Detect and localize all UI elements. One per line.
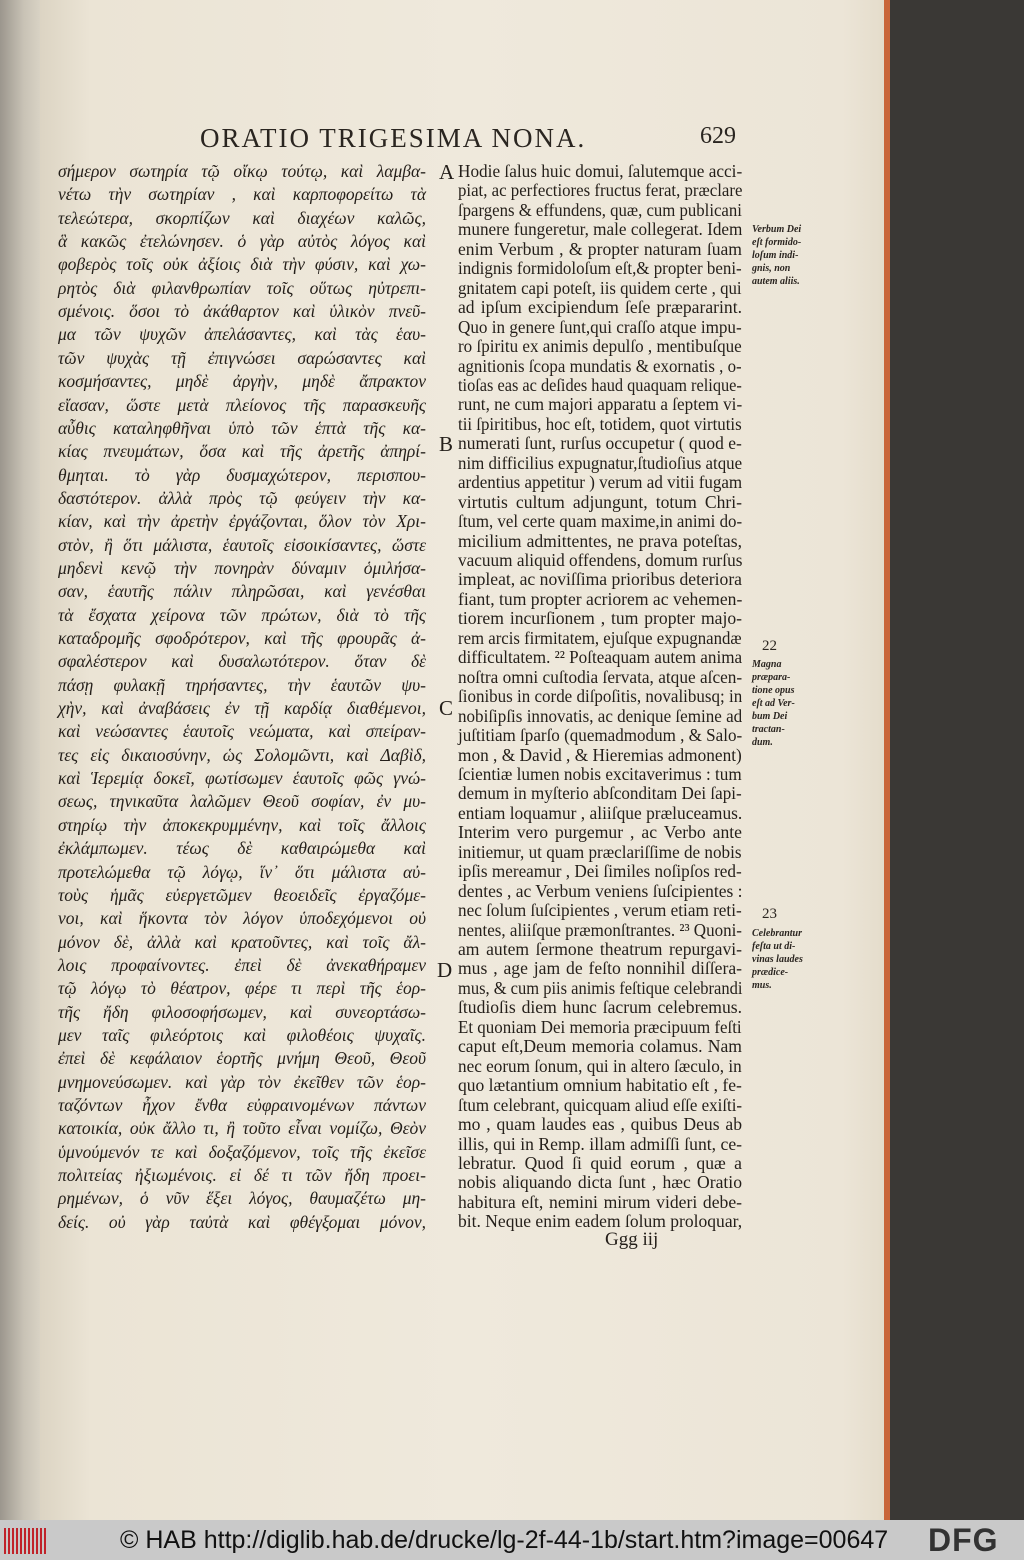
greek-text-line: πάσῃ φυλακῇ τηρήσαντες, τὴν ἑαυτῶν ψυ- [58,674,426,695]
latin-text-line: runt, ne cum majori apparatu a ſeptem vi- [458,394,743,415]
greek-text-line: στηρίῳ τὴν ἀποκεκρυμμένην, καὶ τοῖς ἄλλοις [58,814,426,835]
latin-text-line: Quo in genere ſunt,qui craſſo atque impu- [458,316,742,337]
page-edge-color-strip [884,0,890,1520]
previous-page-edge [0,0,40,1520]
greek-text-line: σήμερον σωτηρία τῷ οἴκῳ τούτῳ, καὶ λαμβα- [58,161,426,181]
running-head: ORATIO TRIGESIMA NONA. [200,123,587,153]
latin-text-line: ad ipſum excipiendum ſeſe præpararint. [458,297,742,318]
latin-text-line: agnitionis ſcopa mundatis & exornatis , o- [458,355,742,376]
greek-text-line: χὴν, καὶ ἀναβάσεις ἐν τῇ καρδίᾳ διαθέμενοι, [58,698,426,719]
latin-text-line: quo lætantium omnium habitatio eſt , fe- [458,1075,742,1096]
margin-note-2: Magna præpara- tione opus eſt ad Ver- bum Dei tractan- dum. [752,659,795,748]
latin-text-line: nec eorum ſonum, qui in altero ſæculo, in [458,1055,742,1076]
latin-text-line: difficultatem. ²² Poſteaquam autem anima [458,647,743,668]
greek-text-line: τελεώτερα, σκορπίζων καὶ διαχέων καλῶς, [58,207,426,228]
greek-text-line: τῆς ἤδη φιλοσοφήσωμεν, καὶ συνεορτάσω- [58,1001,426,1022]
latin-text-line: lebratur. Quod ſi quid eorum , quæ a [458,1152,742,1173]
greek-text-line: φοβερὸς τοῖς οὐκ ἀξίοις διὰ τὴν φύσιν, καὶ χω- [58,254,426,275]
latin-text-line: gnitatem capi poteſt, iis quidem certe , qui [458,277,742,298]
greek-text-line: ρητὸς διὰ φιλανθρωπίαν τοῖς οὕτως ηὐτρεπι- [58,277,426,298]
greek-text-line: νοι, καὶ ἥκοντα τὸν λόγον ὑποδεχόμενοι οὐ [58,908,426,929]
latin-text-line: ſtum celebrant, quicquam aliud eſſe exiſti- [458,1094,743,1115]
greek-text-line: νέτω τὴν σωτηρίαν , καὶ καρποφορείτω τὰ [58,184,426,205]
latin-text-line: nobis aliquando dicta ſunt , hæc Oratio [458,1172,742,1193]
greek-text-line: κίαν, καὶ τὴν ἀρετὴν ἐργάζονται, ὅλον τὸν Χρι- [58,511,426,532]
latin-text-line: noſtra omni cuſtodia ſervata, atque aſcen- [458,666,743,687]
greek-text-line: στὸν, ἢ ὅτι μάλιστα, ἑαυτοῖς εἰσοικίσαντες, ὥστε [58,534,426,555]
greek-text-line: τὰ ἔσχατα χείρονα τῶν πρώτων, διὰ τὸ τῆς [58,604,426,625]
greek-text-line: μόνον δὲ, ἀλλὰ καὶ κρατοῦντες, καὶ τοῖς ἄλ- [58,931,426,952]
greek-text-line: εἴασαν, ὥστε μετὰ πλείονος τῆς παρασκευῆς [58,394,426,415]
latin-text-line: habitura eſt, nemini mirum videri debe- [458,1191,742,1212]
latin-text-line: ſpargens & effundens, quæ, cum publicani [458,199,742,220]
latin-text-line: bit. Neque enim eadem ſolum proloquar, [458,1211,743,1232]
latin-text-line: piat, ac perfectiores fructus ferat, præclare [458,180,743,201]
latin-text-line: munere fungeretur, male collegerat. Idem [458,219,743,240]
greek-text-line: σφαλέστερον καὶ δυσαλωτότερον. ὅταν δὲ [58,651,426,672]
greek-text-line: δαστότερον. ἀλλὰ πρὸς τῷ φεύγειν τὴν κα- [58,487,426,508]
latin-text-line: dentes , ac Verbum veniens ſuſcipientes : [458,880,743,901]
latin-text-line: initiemur, ut quam præclariſſime de nobis [458,841,742,862]
section-mark-b: B [439,432,454,456]
latin-text-line: tioſas eas ac deſides haud quaquam relique- [458,374,742,395]
latin-text-line: tii ſpiritibus, hoc eſt, totidem, quot virtutis [458,413,742,434]
footer-bar [0,1520,1024,1560]
greek-text-line: καὶ Ἱερεμίᾳ δοκεῖ, φωτίσωμεν ἑαυτοῖς φῶς γνώ- [58,768,426,789]
greek-text-line: σμένοις. ὅσοι τὸ ἀκάθαρτον καὶ ὑλικὸν πνεῦ- [58,301,426,322]
margin-note-1: Verbum Dei eſt formido- loſum indi- gnis, non autem aliis. [752,224,802,287]
greek-text-line: δείς. οὐ γὰρ ταὐτὰ καὶ φθέγξομαι μόνον, [58,1211,426,1232]
latin-text-line: virtutis cultum adjungunt, totum Chri- [458,491,742,512]
latin-text-line: nobiſipſis innovatis, ac denique ſemine ad [458,705,743,726]
hab-logo-icon [4,1528,46,1554]
latin-text-line: mus , age jam de feſto nonnihil diſſera- [458,958,742,979]
margin-number-23: 23 [762,906,777,922]
latin-text-line: nentes, aliiſque præmonſtrantes. ²³ Quoni- [458,919,742,940]
latin-text-line: mus, & cum piis animis feſtique celebrandi [458,977,743,998]
latin-text-line: Et quoniam Dei memoria præcipuum feſti [458,1016,742,1037]
greek-text-line: κίας πνευμάτων, ὅσα καὶ τῆς ἀρετῆς ἀπηρί- [58,441,426,462]
latin-text-line: Interim vero purgemur , ac Verbo ante [458,822,742,843]
latin-text-line: caput eſt,Deum memoria colamus. Nam [458,1036,742,1057]
latin-text-line: juſtitiam ſparſo (quemadmodum , & Salo- [458,725,743,746]
latin-text-line: nec ſolum ſuſcipientes , verum etiam reti- [458,900,742,921]
latin-text-line: Hodie ſalus huic domui, ſalutemque acci- [458,161,743,181]
latin-text-line: ſionibus in corde diſpoſitis, novalibusq; in [458,686,743,707]
latin-text-line: vacuum aliquid offendens, domum rurſus [458,550,743,570]
latin-text-line: illis, qui in Remp. illam admiſſi ſunt, ce- [458,1133,742,1154]
latin-text-line: enim Verbum , & propter naturam ſuam [458,238,742,259]
greek-text-line: προτελώμεθα τῷ λόγῳ, ἵν᾽ ὅτι μάλιστα αὐ- [58,861,426,882]
latin-text-line: indignis formidoloſum eſt,& propter beni- [458,258,742,279]
latin-text-line: ſtum, vel certe quam maxime,in animi do- [458,511,743,532]
latin-text-line: mon , & David , & Hieremias admonent) [458,744,742,765]
latin-text-line: fiant, tum propter acriorem ac vehemen- [458,588,743,609]
latin-text-line: nim difficilius expugnatur,ſtudioſius atque [458,452,743,473]
greek-text-line: σεως, τηνικαῦτα λαλῶμεν Θεοῦ σοφίαν, ἐν μυ- [58,791,426,812]
greek-text-line: τες εἰς δικαιοσύνην, ὡς Σολομῶντι, καὶ Δαβὶδ, [58,744,426,765]
greek-text-line: ὑμνούμενόν τε καὶ δοξαζόμενον, τοῖς τῆς ἐκεῖσε [58,1141,426,1162]
greek-text-line: κατοικία, οὐκ ἄλλο τι, ἢ τοῦτο εἶναι νομίζω, Θεὸν [58,1118,426,1139]
margin-note-3: Celebrantur feſta ut di- vinas laudes prædice- mus. [752,928,803,991]
greek-text-line: καὶ νεώσαντες ἑαυτοῖς νεώματα, καὶ σπείραν- [58,721,426,742]
section-mark-d: D [437,958,453,982]
section-mark-a: A [439,160,455,184]
greek-text-line: λοις προφαίνοντες. ἐπεὶ δὲ ἀνεκαθήραμεν [58,954,426,975]
greek-text-line: ρημένων, ὁ νῦν ἕξει λόγος, θαυμαζέτω μη- [58,1188,426,1209]
greek-text-line: ἐκλάμπωμεν. τέως δὲ καθαιρώμεθα καὶ [58,838,426,859]
copyright-url[interactable]: © HAB http://diglib.hab.de/drucke/lg-2f-44-1b/start.htm?image=00647 [120,1526,889,1554]
greek-text-line: ταζόντων ἦχον ἔνθα εὐφραινομένων πάντων [58,1095,426,1115]
section-mark-c: C [439,696,454,720]
dfg-logo: DFG [928,1522,999,1558]
latin-text-line: entiam loquamur , aliiſque præluceamus. [458,802,743,823]
greek-text-line: ἐπεὶ δὲ κεφάλαιον ἑορτῆς μνήμη Θεοῦ, Θεοῦ [58,1048,426,1069]
greek-text-line: σαν, ἑαυτῆς πάλιν πληρῶσαι, καὶ γενέσθαι [58,581,426,602]
greek-text-line: αὖθις καταληφθῆναι ὑπὸ τῶν ἑπτὰ τῆς κα- [58,417,426,438]
latin-text-line: impleat, ac noviſſima prioribus deteriora [458,569,742,590]
greek-text-line: μνημονεύσωμεν. καὶ γὰρ τὸν ἐκεῖθεν τῶν ἑορ- [58,1071,426,1092]
greek-text-line: μεν ταῖς φιλεόρτοις καὶ φιλοθέοις ψυχαῖς. [58,1024,426,1045]
latin-text-line: ipſis mereamur , Dei ſimiles noſipſos red- [458,861,742,882]
greek-text-line: μα τῶν ψυχῶν ἀπελάσαντες, καὶ τὰς ἑαυ- [58,324,426,345]
greek-text-line: τῶν ψυχὰς τῇ ἐπιγνώσει σαρώσαντες καὶ [58,347,426,368]
greek-text-line: τοὺς ἡμᾶς εὐεργετῶμεν θεοειδεῖς ἐργαζόμε- [58,884,426,905]
greek-text-line: θμηται. τὸ γὰρ δυσμαχώτερον, περισπου- [58,464,426,485]
greek-text-line: ἃ κακῶς ἐτελώνησεν. ὁ γὰρ αὐτὸς λόγος καὶ [58,231,426,252]
latin-text-line: mo , quam laudes eas , quibus Deus ab [458,1114,742,1135]
latin-text-line: ſtudioſis diem hunc ſacrum celebremus. [458,997,742,1018]
greek-text-line: κοσμήσαντες, μηδὲ ἀργὴν, μηδὲ ἄπρακτον [58,371,426,392]
latin-text-line: ro ſpiritu ex animis depulſo , mentibuſque [458,336,742,357]
latin-text-line: ſcientiæ lumen nobis excitaverimus : tum [458,763,742,784]
latin-text-line: demum in myſterio abſconditam Dei ſapi- [458,783,742,804]
greek-text-line: τῷ λόγῳ τὸ θέατρον, φέρε τι περὶ τῆς ἑορ- [58,978,426,999]
greek-text-line: πολιτείας ἠξιωμένοις. εἰ δέ τι τῶν ἤδη προει- [58,1165,426,1186]
page-number: 629 [700,123,736,149]
latin-text-line: tiorem incurſionem , tum propter majo- [458,608,742,629]
latin-text-line: numerati ſunt, rurſus occupetur ( quod e- [458,433,742,454]
latin-text-line: rem arcis firmitatem, ejuſque expugnandæ [458,627,742,648]
greek-text-line: καταδρομῆς σφοδρότερον, καὶ τῆς φρουρᾶς ἀ- [58,628,426,648]
greek-text-line: μηδενὶ κενῷ τὴν πονηρὰν δύναμιν ὁμιλήσα- [58,557,426,578]
signature-mark: Ggg iij [605,1229,659,1250]
latin-text-line: am autem ſermone theatrum repurgavi- [458,939,742,959]
latin-text-line: ardentius appetitur ) verum ad vitii fugam [458,472,743,493]
margin-number-22: 22 [762,638,777,654]
latin-text-line: micilium admittentes, ne prava poteſtas, [458,530,742,551]
